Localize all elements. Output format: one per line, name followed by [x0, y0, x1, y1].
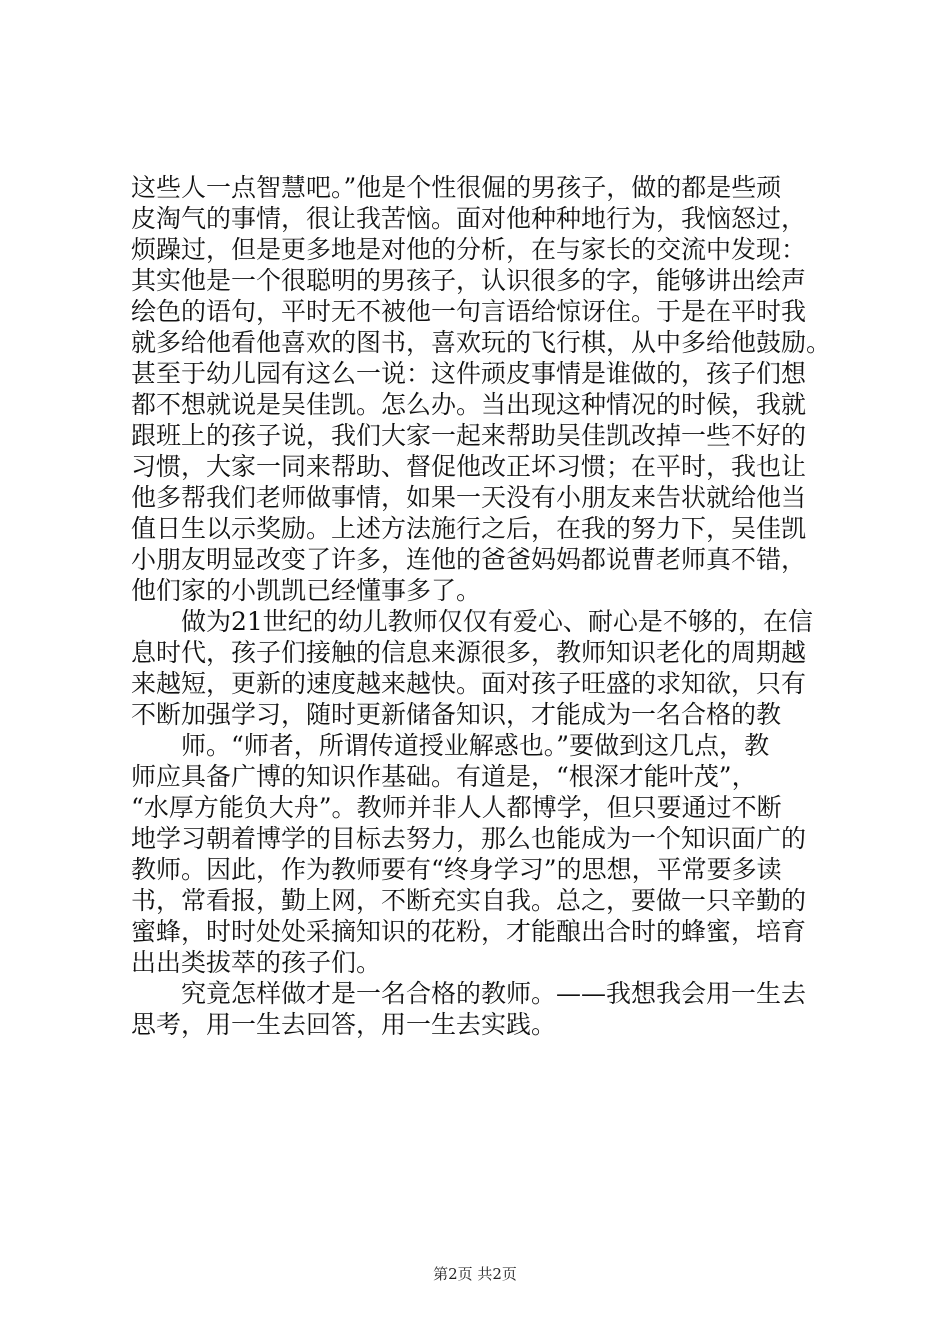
text-line: 思考，用一生去回答，用一生去实践。: [131, 1010, 557, 1039]
paragraph-start-line: 做为21世纪的幼儿教师仅仅有爱心、耐心是不够的，在信: [181, 607, 813, 636]
text-line: 书，常看报，勤上网，不断充实自我。总之，要做一只辛勤的: [131, 886, 807, 915]
text-line: 就多给他看他喜欢的图书，喜欢玩的飞行棋，从中多给他鼓励。: [131, 328, 832, 357]
text-line: 小朋友明显改变了许多，连他的爸爸妈妈都说曹老师真不错，: [131, 545, 807, 574]
paragraph-start-line: 师。“师者，所谓传道授业解惑也。”要做到这几点，教: [181, 731, 770, 760]
text-line: 不断加强学习，随时更新储备知识，才能成为一名合格的教: [131, 700, 782, 729]
page-number-footer: 第2页 共2页: [433, 1265, 517, 1283]
text-line: 绘色的语句，平时无不被他一句言语给惊讶住。于是在平时我: [131, 297, 807, 326]
body-text: [131, 172, 851, 1040]
text-line: 他们家的小凯凯已经懂事多了。: [131, 576, 482, 605]
text-line: 其实他是一个很聪明的男孩子，认识很多的字，能够讲出绘声: [131, 266, 807, 295]
text-line: 甚至于幼儿园有这么一说：这件顽皮事情是谁做的，孩子们想: [131, 359, 807, 388]
text-line: 烦躁过，但是更多地是对他的分析，在与家长的交流中发现：: [131, 235, 807, 264]
text-line: 这些人一点智慧吧。”他是个性很倔的男孩子，做的都是些顽: [131, 173, 782, 202]
text-line: 都不想就说是吴佳凯。怎么办。当出现这种情况的时候，我就: [131, 390, 807, 419]
text-line: 师应具备广博的知识作基础。有道是，“根深才能叶茂”，: [131, 762, 757, 791]
text-line: “水厚方能负大舟”。教师并非人人都博学，但只要通过不断: [131, 793, 782, 822]
text-line: 皮淘气的事情，很让我苦恼。面对他种种地行为，我恼怒过，: [131, 204, 807, 233]
text-line: 蜜蜂，时时处处采摘知识的花粉，才能酿出合时的蜂蜜，培育: [131, 917, 807, 946]
text-line: 他多帮我们老师做事情，如果一天没有小朋友来告状就给他当: [131, 483, 807, 512]
paragraph-start-line: 究竟怎样做才是一名合格的教师。——我想我会用一生去: [181, 979, 807, 1008]
text-line: 跟班上的孩子说，我们大家一起来帮助吴佳凯改掉一些不好的: [131, 421, 807, 450]
text-line: 出出类拔萃的孩子们。: [131, 948, 382, 977]
text-line: 教师。因此，作为教师要有“终身学习”的思想，平常要多读: [131, 855, 782, 884]
text-line: 地学习朝着博学的目标去努力，那么也能成为一个知识面广的: [131, 824, 807, 853]
text-line: 习惯，大家一同来帮助、督促他改正坏习惯；在平时，我也让: [131, 452, 807, 481]
text-line: 息时代，孩子们接触的信息来源很多，教师知识老化的周期越: [131, 638, 807, 667]
text-line: 来越短，更新的速度越来越快。面对孩子旺盛的求知欲，只有: [131, 669, 807, 698]
text-line: 值日生以示奖励。上述方法施行之后，在我的努力下，吴佳凯: [131, 514, 807, 543]
